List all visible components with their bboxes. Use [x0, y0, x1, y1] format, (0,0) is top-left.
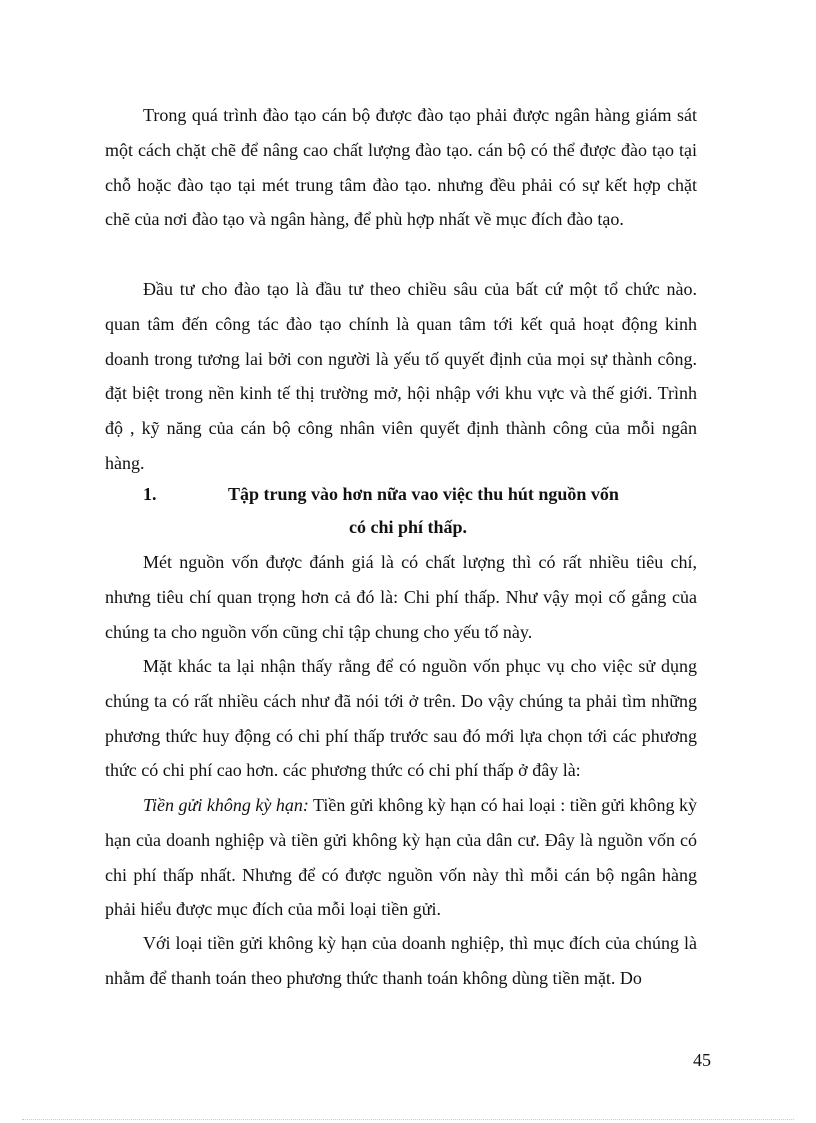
paragraph-capital-methods: Mặt khác ta lại nhận thấy rằng để có nguồn vốn phục vụ cho việc sử dụng chúng ta có rất nhiều cách như đã nói tới ở trên. Do vậy chúng ta phải tìm những phương thức huy động có chi phí thấp trước sau đó mới lựa chọn tới các phương thức có chi phí cao hơn. các phương thức có chi phí thấp ở đây là: — [105, 656, 697, 781]
term-demand-deposits: Tiền gửi không kỳ hạn: — [143, 795, 309, 815]
term-description: Tiền gửi không kỳ hạn có hai loại : tiền gửi không kỳ hạn của doanh nghiệp và tiền gửi không kỳ hạn của dân cư. Đây là nguồn vốn có chi phí thấp nhất. Nhưng để có được nguồn vốn này thì mỗi cán bộ ngân hàng phải hiểu được mục đích của mỗi loại tiền gửi. — [105, 795, 697, 920]
page-number: 45 — [693, 1050, 711, 1070]
section-number: 1. — [143, 484, 157, 504]
section-heading-line1: Tập trung vào hơn nữa vao việc thu hút nguồn vốn — [228, 484, 619, 504]
footer-divider — [22, 1119, 794, 1120]
paragraph-training-investment: Đầu tư cho đào tạo là đầu tư theo chiều sâu của bất cứ một tổ chức nào. quan tâm đến công tác đào tạo chính là quan tâm tới kết quả hoạt động kinh doanh trong tương lai bởi con người là yếu tố quyết định của mọi sự thành công. đặt biệt trong nền kinh tế thị trường mở, hội nhập với khu vực và thế giới. Trình độ , kỹ năng của cán bộ công nhân viên quyết định thành công của mỗi ngân hàng. — [105, 279, 697, 473]
paragraph-demand-deposits — [105, 788, 697, 927]
paragraph-training-supervision: Trong quá trình đào tạo cán bộ được đào tạo phải được ngân hàng giám sát một cách chặt chẽ để nâng cao chất lượng đào tạo. cán bộ có thể được đào tạo tại chỗ hoặc đào tạo tại mét trung tâm đào tạo. nhưng đều phải có sự kết hợp chặt chẽ của nơi đào tạo và ngân hàng, để phù hợp nhất về mục đích đào tạo. — [105, 105, 697, 230]
paragraph-capital-quality: Mét nguồn vốn được đánh giá là có chất lượng thì có rất nhiều tiêu chí, nhưng tiêu chí quan trọng hơn cả đó là: Chi phí thấp. Như vậy mọi cố gắng của chúng ta cho nguồn vốn cũng chỉ tập chung cho yếu tố này. — [105, 552, 697, 642]
section-heading-line2: có chi phí thấp. — [349, 517, 468, 537]
paragraph-enterprise-deposits: Với loại tiền gửi không kỳ hạn của doanh nghiệp, thì mục đích của chúng là nhằm để thanh toán theo phương thức thanh toán không dùng tiền mặt. Do — [105, 933, 697, 988]
